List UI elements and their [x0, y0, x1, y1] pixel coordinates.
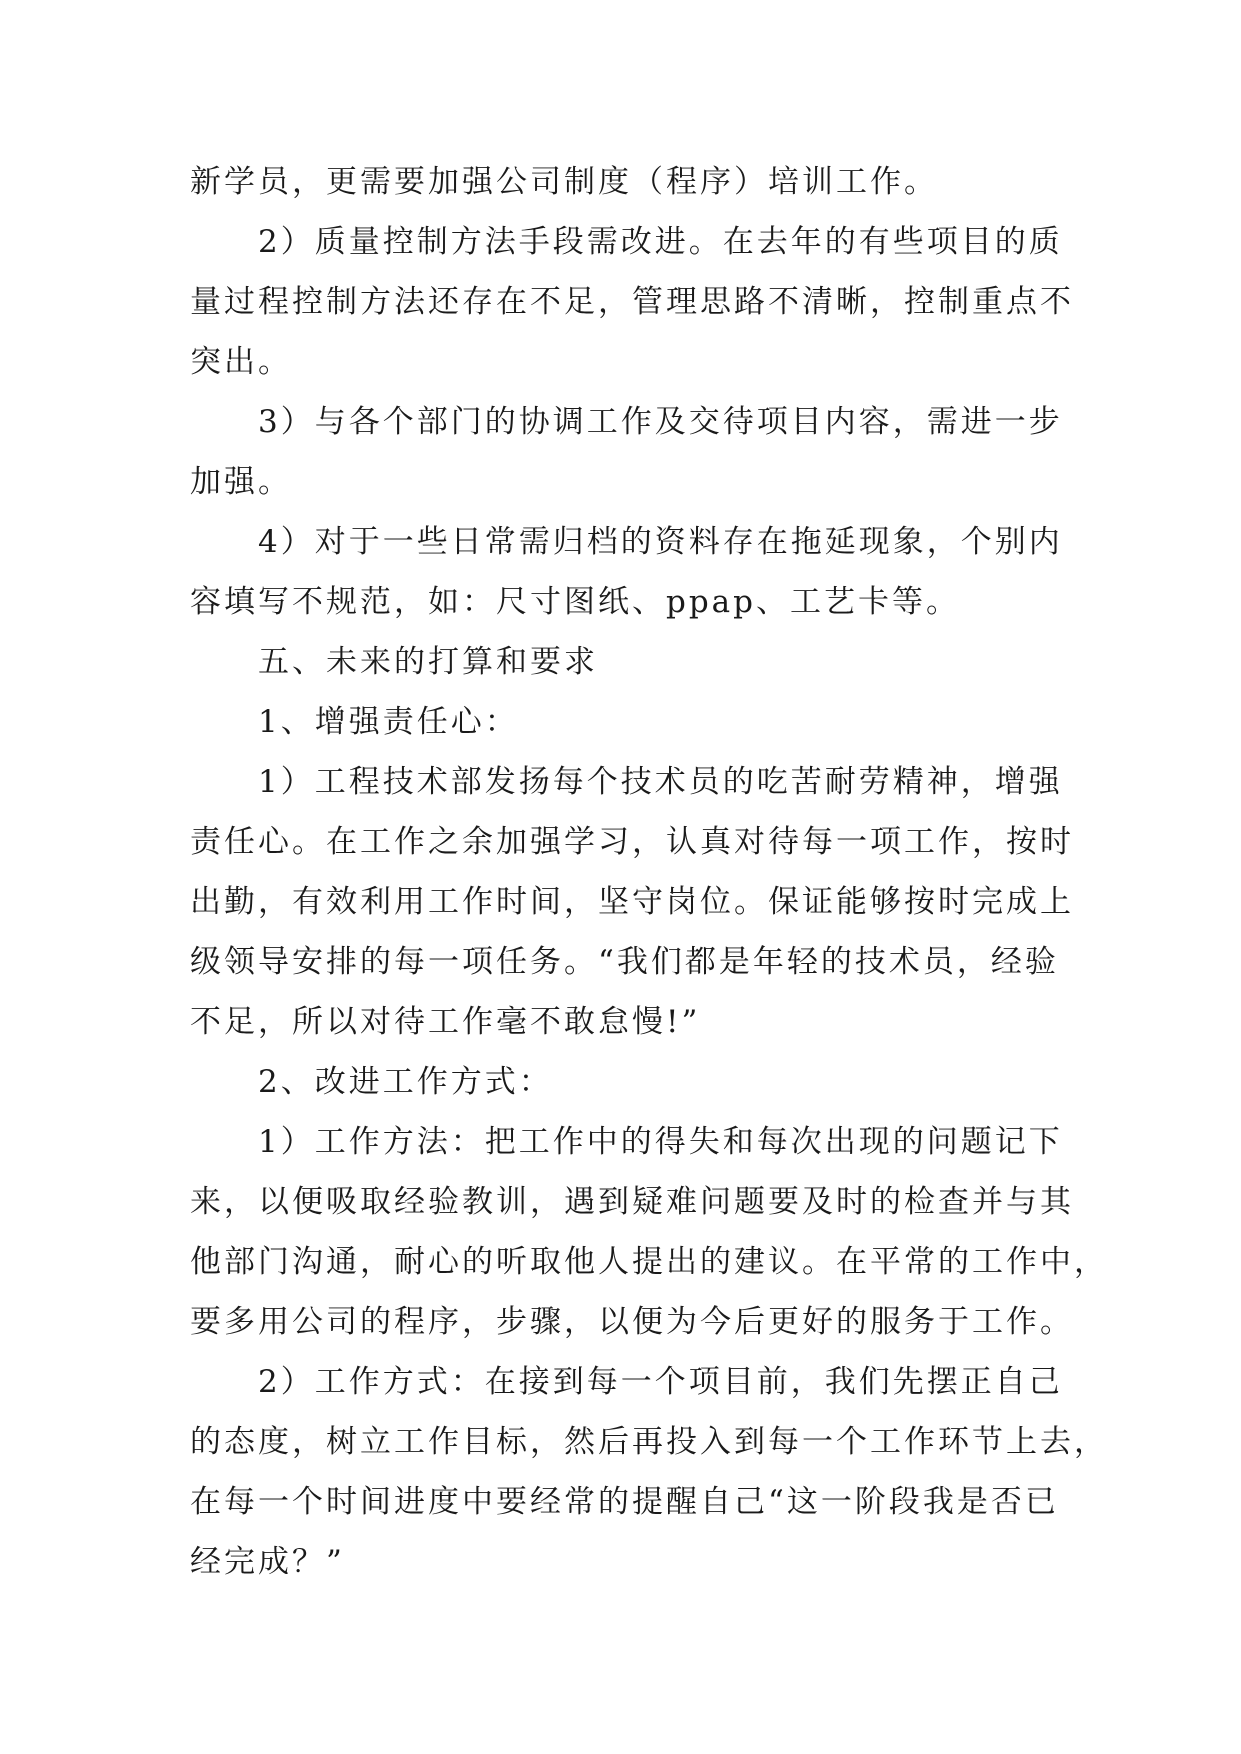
- text-line: 3）与各个部门的协调工作及交待项目内容，需进一步: [258, 404, 1063, 440]
- section-heading: 五、未来的打算和要求: [258, 644, 598, 680]
- text-line: 要多用公司的程序，步骤，以便为今后更好的服务于工作。: [190, 1304, 1074, 1340]
- text-line: 经完成？”: [190, 1544, 345, 1580]
- subsection-heading: 2、改进工作方式：: [258, 1064, 553, 1100]
- text-line: 在每一个时间进度中要经常的提醒自己“这一阶段我是否已: [190, 1484, 1059, 1520]
- text-line: 不足，所以对待工作毫不敢怠慢!”: [190, 1004, 701, 1040]
- text-line: 级领导安排的每一项任务。“我们都是年轻的技术员，经验: [190, 944, 1059, 980]
- text-line: 出勤，有效利用工作时间，坚守岗位。保证能够按时完成上: [190, 884, 1074, 920]
- text-line: 他部门沟通，耐心的听取他人提出的建议。在平常的工作中，: [190, 1244, 1108, 1280]
- text-line: 突出。: [190, 344, 292, 380]
- text-line: 的态度，树立工作目标，然后再投入到每一个工作环节上去，: [190, 1424, 1108, 1460]
- text-line: 2）工作方式：在接到每一个项目前，我们先摆正自己: [258, 1364, 1063, 1400]
- text-line: 新学员，更需要加强公司制度（程序）培训工作。: [190, 164, 938, 200]
- text-line: 容填写不规范，如：尺寸图纸、ppap、工艺卡等。: [190, 584, 961, 620]
- text-line: 2）质量控制方法手段需改进。在去年的有些项目的质: [258, 224, 1063, 260]
- text-line: 量过程控制方法还存在不足，管理思路不清晰，控制重点不: [190, 284, 1074, 320]
- text-line: 4）对于一些日常需归档的资料存在拖延现象，个别内: [258, 524, 1063, 560]
- text-line: 加强。: [190, 464, 292, 500]
- subsection-heading: 1、增强责任心：: [258, 704, 519, 740]
- text-line: 1）工程技术部发扬每个技术员的吃苦耐劳精神，增强: [258, 764, 1063, 800]
- text-line: 1）工作方法：把工作中的得失和每次出现的问题记下: [258, 1124, 1063, 1160]
- text-line: 来，以便吸取经验教训，遇到疑难问题要及时的检查并与其: [190, 1184, 1074, 1220]
- document-body: [190, 152, 1108, 1592]
- text-line: 责任心。在工作之余加强学习，认真对待每一项工作，按时: [190, 824, 1074, 860]
